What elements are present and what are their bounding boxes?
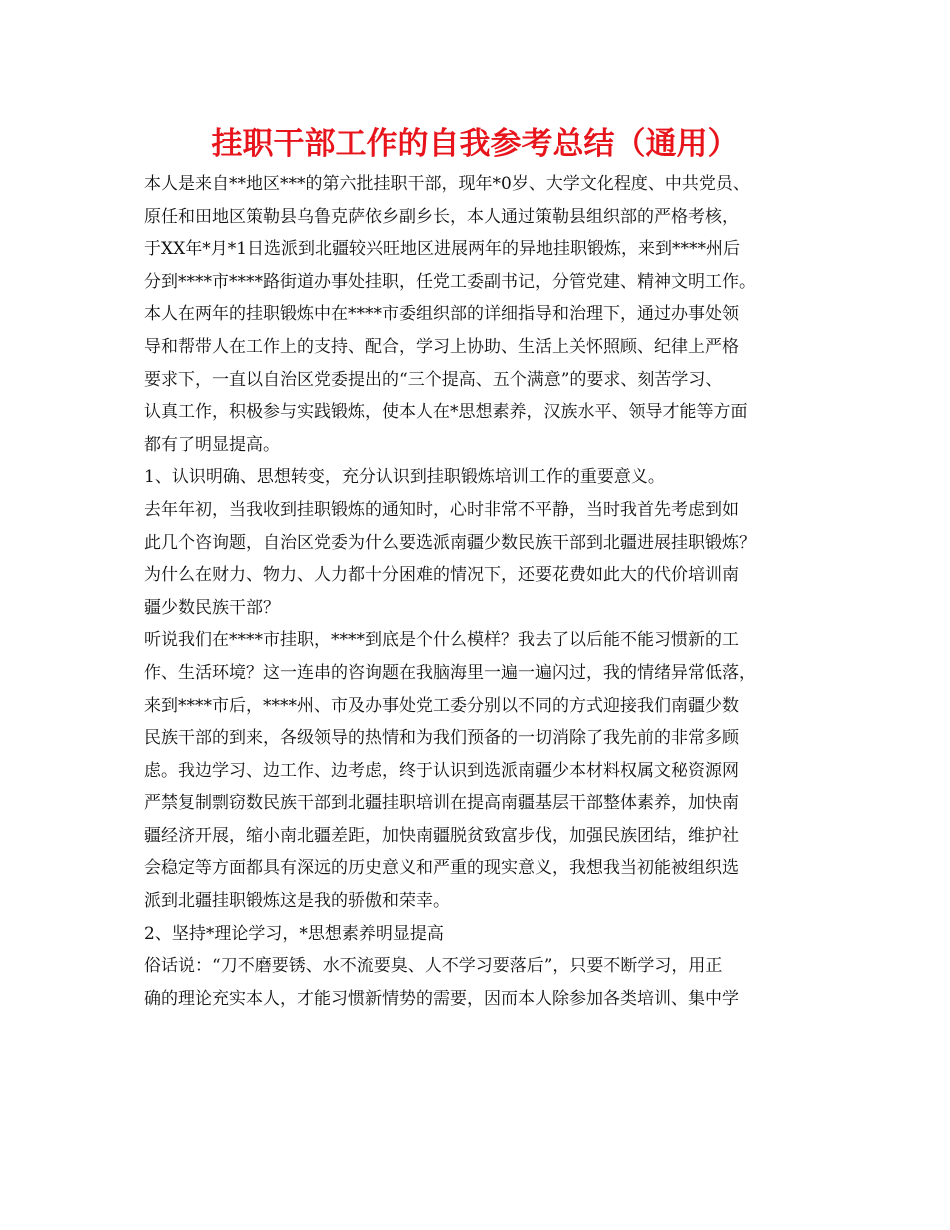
body-line: 民族干部的到来，各级领导的热情和为我们预备的一切消除了我先前的非常多顾 [144,728,739,749]
body-line: 来到****市后，****州、市及办事处党工委分别以不同的方式迎接我们南疆少数 [144,695,739,716]
section-heading-2: 2、坚持*理论学习，*思想素养明显提高 [144,923,444,944]
document-body [144,168,814,1015]
body-line: 疆经济开展，缩小南北疆差距，加快南疆脱贫致富步伐，加强民族团结，维护社 [144,825,739,846]
body-line: 要求下，一直以自治区党委提出的“三个提高、五个满意”的要求、刻苦学习、 [144,369,723,390]
body-line: 作、生活环境？这一连串的咨询题在我脑海里一遍一遍闪过，我的情绪异常低落， [144,662,756,683]
body-line: 去年年初，当我收到挂职锻炼的通知时，心时非常不平静，当时我首先考虑到如 [144,499,739,520]
body-line: 听说我们在****市挂职，****到底是个什么模样？我去了以后能不能习惯新的工 [144,630,739,651]
body-line: 于XX年*月*1日选派到北疆较兴旺地区进展两年的异地挂职锻炼，来到****州后 [144,239,741,260]
body-line: 本人在两年的挂职锻炼中在****市委组织部的详细指导和治理下，通过办事处领 [144,304,739,325]
body-line: 认真工作，积极参与实践锻炼，使本人在*思想素养，汉族水平、领导才能等方面 [144,402,748,423]
body-line: 都有了明显提高。 [144,434,280,455]
body-line: 确的理论充实本人，才能习惯新情势的需要，因而本人除参加各类培训、集中学 [144,988,739,1009]
body-line: 派到北疆挂职锻炼这是我的骄傲和荣幸。 [144,891,450,912]
body-line: 为什么在财力、物力、人力都十分困难的情况下，还要花费如此大的代价培训南 [144,565,739,586]
body-line: 疆少数民族干部？ [144,597,280,618]
body-line: 导和帮带人在工作上的支持、配合，学习上协助、生活上关怀照顾、纪律上严格 [144,336,739,357]
section-heading-1: 1、认识明确、思想转变，充分认识到挂职锻炼培训工作的重要意义。 [144,467,665,488]
body-line: 虑。我边学习、边工作、边考虑，终于认识到选派南疆少本材料权属文秘资源网 [144,760,739,781]
body-line: 分到****市****路街道办事处挂职，任党工委副书记，分管党建、精神文明工作。 [144,271,756,292]
document-title: 挂职干部工作的自我参考总结（通用） [211,126,739,162]
body-line: 本人是来自**地区***的第六批挂职干部，现年*0岁、大学文化程度、中共党员、 [144,174,750,194]
body-line: 原任和田地区策勒县乌鲁克萨依乡副乡长，本人通过策勒县组织部的严格考核， [144,206,739,227]
body-line: 此几个咨询题，自治区党委为什么要选派南疆少数民族干部到北疆进展挂职锻炼？ [144,532,756,553]
body-line: 会稳定等方面都具有深远的历史意义和严重的现实意义，我想我当初能被组织选 [144,858,739,879]
body-line: 严禁复制剽窃数民族干部到北疆挂职培训在提高南疆基层干部整体素养，加快南 [144,793,739,814]
body-line: 俗话说：“刀不磨要锈、水不流要臭、人不学习要落后”，只要不断学习，用正 [144,956,723,977]
